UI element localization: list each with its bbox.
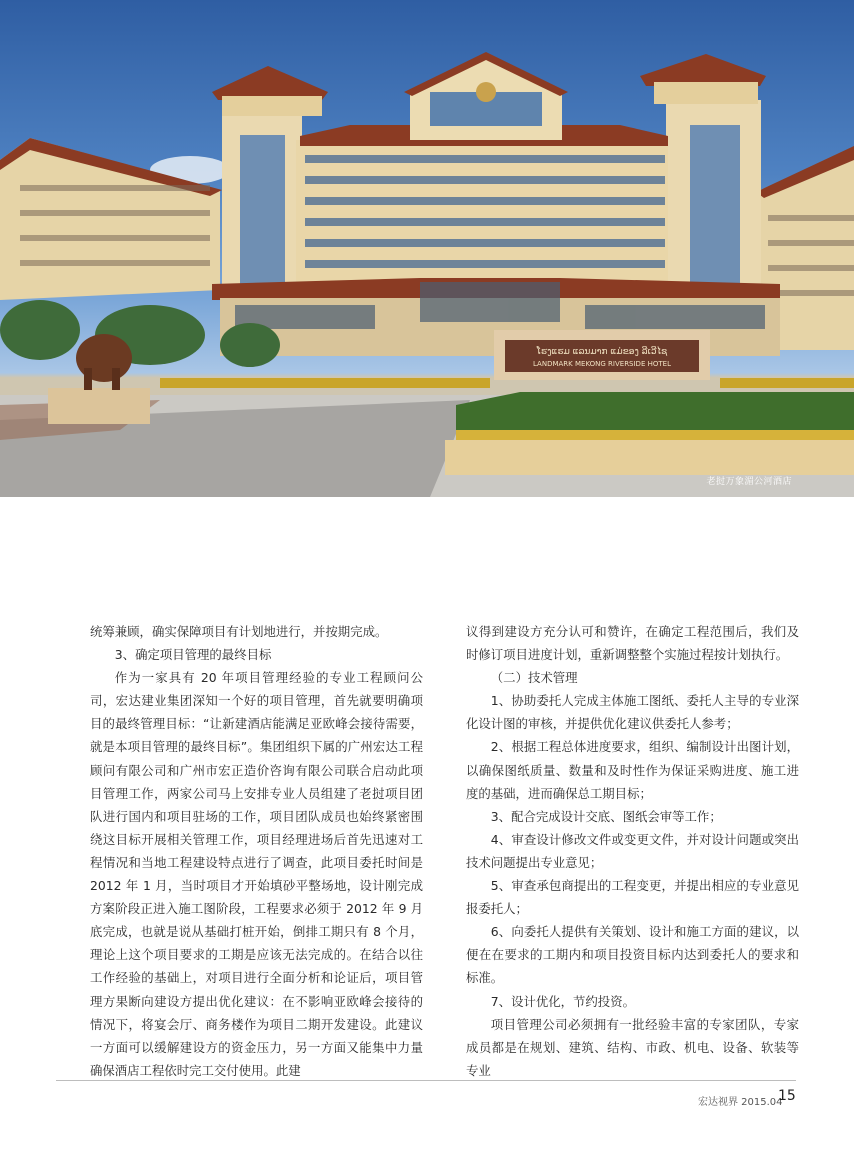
paragraph: 项目管理公司必须拥有一批经验丰富的专家团队，专家成员都是在规划、建筑、结构、市政、机电、设备、软装等专业	[466, 1016, 799, 1078]
paragraph: 作为一家具有 20 年项目管理经验的专业工程顾问公司，宏达建业集团深知一个好的项目管理，首先就要明确项目的最终管理目标：“让新建酒店能满足亚欧峰会接待需要，就是本项目管理的最终目标”。集团组织下属的广州宏达工程顾问有限公司和广州市宏正造价咨询有限公司联合启动此项目管理工作，两家公司马上安排专业人员组建了老挝项目团队进行国内和项目驻场的工作，项目团队成员也始终紧密围绕这目标开展相关管理工作，项目经理进场后首先迅速对工程情况和当地工程建设特点进行了调查，此项目委托时间是 2012 年 1 月，当时项目才开始填砂平整场地，设计刚完成方案阶段正进入施工图阶段，工程要求必须于 2012 年 9 月底完成，也就是说从基础打桩开始，倒排工期只有 8 个月，理论上这个项目要求的工期是应该无法完成的。在结合以往工作经验的基础上，对项目进行全面分析和论证后，项目管理方果断向建设方提出优化建议：在不影响亚欧峰会接待的情况下，将宴会厅、商务楼作为项目二期开发建设。此建议一方面可以缓解建设方的资金压力，另一方面又能集中力量确保酒店工程依时完工交付使用。此建	[90, 670, 423, 1078]
footer-divider	[56, 1080, 796, 1081]
left-text-column	[90, 620, 423, 1082]
hotel-sign-local-text: ໂຮງແຮມ ແລນມາກ ແມ່ຂອງ ລີເວີໄຊ	[536, 347, 668, 357]
hotel-sign-text: LANDMARK MEKONG RIVERSIDE HOTEL	[533, 360, 671, 368]
magazine-issue: 宏达视界 2015.04	[698, 1097, 783, 1108]
list-item: 3、配合完成设计交底、图纸会审等工作；	[490, 808, 722, 824]
list-item: 1、协助委托人完成主体施工图纸、委托人主导的专业深化设计图的审核，并提供优化建议供委托人参考；	[466, 693, 799, 732]
list-item: 7、设计优化，节约投资。	[490, 993, 635, 1009]
list-item: 2、根据工程总体进度要求，组织、编制设计出图计划，以确保图纸质量、数量和及时性作为保证采购进度、施工进度的基础，进而确保总工期目标；	[466, 739, 799, 801]
list-item: 6、向委托人提供有关策划、设计和施工方面的建议，以便在在要求的工期内和项目投资目标内达到委托人的要求和标准。	[466, 924, 799, 986]
paragraph: 统筹兼顾，确实保障项目有计划地进行，并按期完成。	[90, 624, 388, 639]
right-text-column	[466, 620, 799, 1082]
section-heading: （二）技术管理	[490, 670, 578, 686]
hotel-photo	[0, 0, 854, 497]
photo-caption: 老挝万象湄公河酒店	[706, 477, 792, 487]
paragraph: 议得到建设方充分认可和赞许，在确定工程范围后，我们及时修订项目进度计划，重新调整整个实施过程按计划执行。	[466, 624, 799, 663]
page-number: 15	[778, 1088, 796, 1104]
list-item: 4、审查设计修改文件或变更文件，并对设计问题或突出技术问题提出专业意见；	[466, 831, 799, 870]
list-item: 5、审查承包商提出的工程变更，并提出相应的专业意见报委托人；	[466, 878, 799, 917]
section-heading: 3、确定项目管理的最终目标	[114, 647, 272, 663]
hotel-illustration	[0, 0, 854, 497]
